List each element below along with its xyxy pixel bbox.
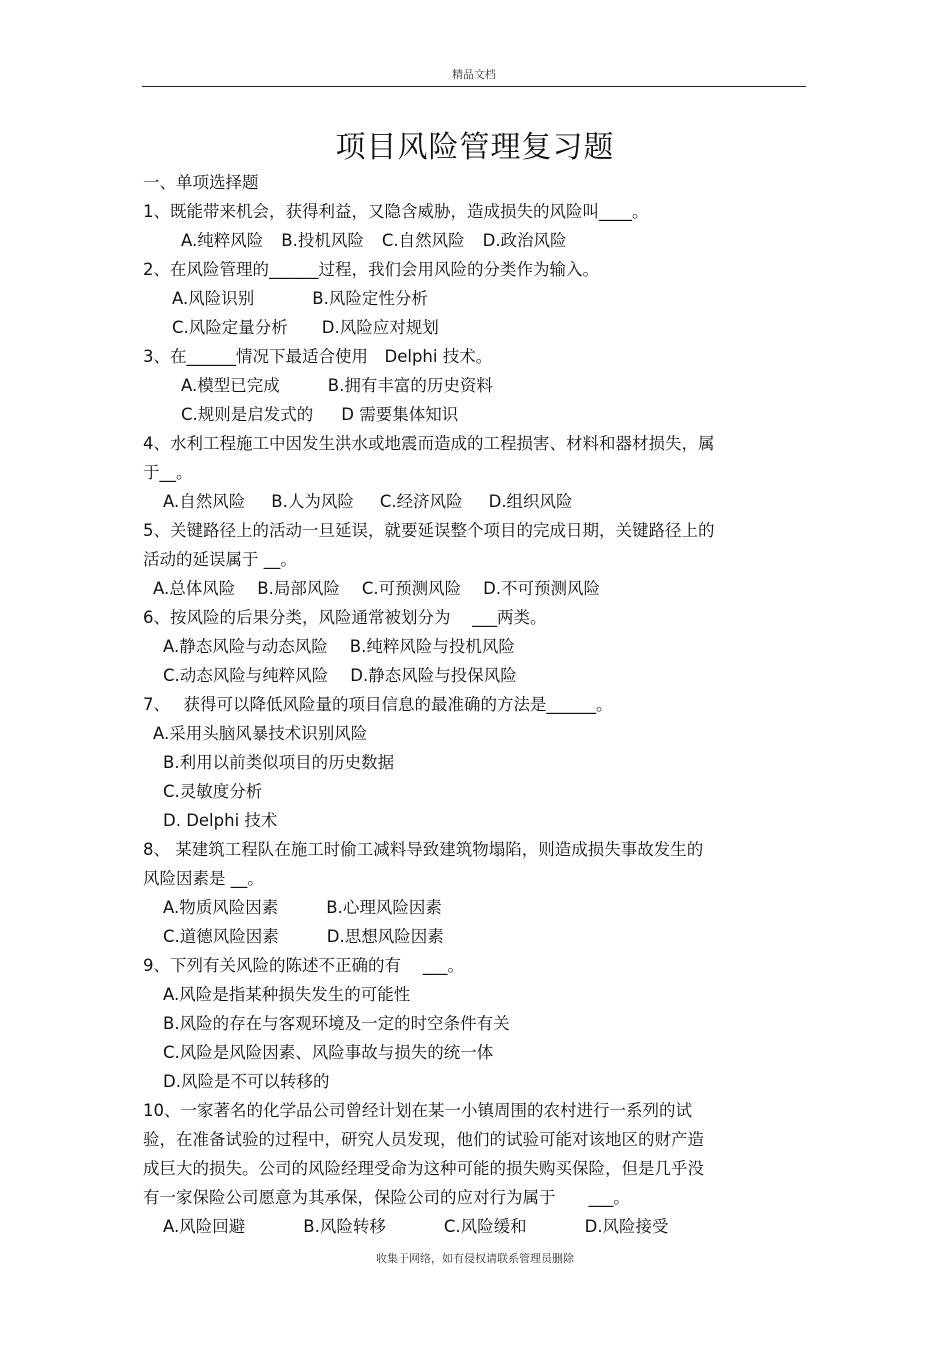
answer-option: C.道德风险因素: [163, 927, 279, 946]
option-row: [143, 1009, 773, 1038]
question-text: 10、一家著名的化学品公司曾经计划在某一小镇周围的农村进行一系列的试: [143, 1101, 692, 1120]
question-2: [143, 255, 773, 342]
answer-option: D.不可预测风险: [483, 579, 601, 598]
option-row: [143, 574, 773, 603]
question-text: 6、按风险的后果分类，风险通常被划分为 ___两类。: [143, 608, 547, 627]
answer-option: A.风险是指某种损失发生的可能性: [163, 985, 411, 1004]
answer-option: C.风险定量分析: [172, 318, 288, 337]
answer-option: B.风险定性分析: [312, 289, 428, 308]
question-text: 活动的延误属于 __。: [143, 550, 297, 569]
answer-option: C.灵敏度分析: [163, 782, 263, 801]
answer-option: C.风险是风险因素、风险事故与损失的统一体: [163, 1043, 494, 1062]
option-row: [143, 719, 773, 748]
question-4: [143, 429, 773, 516]
option-row: [143, 371, 773, 400]
question-text: 8、 某建筑工程队在施工时偷工减料导致建筑物塌陷，则造成损失事故发生的: [143, 840, 704, 859]
answer-option: A.静态风险与动态风险: [163, 637, 328, 656]
answer-option: A.自然风险: [163, 492, 246, 511]
option-row: [143, 1212, 773, 1241]
answer-option: B.投机风险: [281, 231, 364, 250]
answer-option: D.风险接受: [584, 1217, 669, 1236]
option-row: [143, 632, 773, 661]
question-text: 验，在准备试验的过程中，研究人员发现，他们的试验可能对该地区的财产造: [143, 1130, 704, 1149]
question-1: [143, 197, 773, 255]
question-text: 3、在______情况下最适合使用 Delphi 技术。: [143, 347, 493, 366]
answer-option: D. Delphi 技术: [163, 811, 278, 830]
answer-option: A.模型已完成: [181, 376, 280, 395]
option-row: [143, 1038, 773, 1067]
question-text: 于__。: [143, 463, 193, 482]
question-5: [143, 516, 773, 603]
section-heading: 一、单项选择题: [143, 173, 259, 192]
answer-option: B.拥有丰富的历史资料: [327, 376, 493, 395]
question-8: [143, 835, 773, 951]
question-text: 有一家保险公司愿意为其承保，保险公司的应对行为属于 ___。: [143, 1188, 630, 1207]
option-row: [143, 487, 773, 516]
question-text: 5、关键路径上的活动一旦延误，就要延误整个项目的完成日期，关键路径上的: [143, 521, 715, 540]
answer-option: B.利用以前类似项目的历史数据: [163, 753, 395, 772]
option-row: [143, 922, 773, 951]
question-list: [143, 168, 773, 1241]
answer-option: B.人为风险: [271, 492, 354, 511]
question-9: [143, 951, 773, 1096]
question-6: [143, 603, 773, 690]
option-row: [143, 226, 773, 255]
answer-option: B.纯粹风险与投机风险: [349, 637, 515, 656]
answer-option: B.风险的存在与客观环境及一定的时空条件有关: [163, 1014, 510, 1033]
option-row: [143, 980, 773, 1009]
question-text: 1、既能带来机会，获得利益，又隐含威胁，造成损失的风险叫____。: [143, 202, 649, 221]
question-text: 7、 获得可以降低风险量的项目信息的最准确的方法是______。: [143, 695, 613, 714]
answer-option: D.思想风险因素: [326, 927, 444, 946]
question-text: 4、水利工程施工中因发生洪水或地震而造成的工程损害、材料和器材损失，属: [143, 434, 715, 453]
answer-option: C.规则是启发式的: [181, 405, 314, 424]
page-header: 精品文档: [142, 66, 806, 87]
answer-option: C.可预测风险: [361, 579, 462, 598]
page-footer: 收集于网络，如有侵权请联系管理员删除: [376, 1252, 574, 1265]
option-row: [143, 313, 773, 342]
answer-option: D.静态风险与投保风险: [350, 666, 517, 685]
answer-option: B.心理风险因素: [326, 898, 442, 917]
answer-option: D.风险是不可以转移的: [163, 1072, 330, 1091]
question-text: 成巨大的损失。公司的风险经理受命为这种可能的损失购买保险，但是几乎没: [143, 1159, 704, 1178]
option-row: [143, 806, 773, 835]
question-text: 风险因素是 __。: [143, 869, 264, 888]
answer-option: D.政治风险: [482, 231, 567, 250]
option-row: [143, 1067, 773, 1096]
option-row: [143, 748, 773, 777]
answer-option: C.动态风险与纯粹风险: [163, 666, 329, 685]
answer-option: C.经济风险: [379, 492, 463, 511]
option-row: [143, 661, 773, 690]
answer-option: A.物质风险因素: [163, 898, 279, 917]
document-title: 项目风险管理复习题: [335, 130, 615, 165]
question-3: [143, 342, 773, 429]
option-row: [143, 893, 773, 922]
answer-option: A.采用头脑风暴技术识别风险: [153, 724, 368, 743]
answer-option: A.总体风险: [153, 579, 236, 598]
answer-option: D 需要集体知识: [341, 405, 459, 424]
question-text: 9、下列有关风险的陈述不正确的有 ___。: [143, 956, 464, 975]
option-row: [143, 284, 773, 313]
answer-option: D.组织风险: [488, 492, 573, 511]
answer-option: B.风险转移: [303, 1217, 386, 1236]
answer-option: C.自然风险: [381, 231, 465, 250]
answer-option: B.局部风险: [257, 579, 340, 598]
answer-option: A.纯粹风险: [181, 231, 264, 250]
question-text: 2、在风险管理的______过程，我们会用风险的分类作为输入。: [143, 260, 599, 279]
answer-option: D.风险应对规划: [321, 318, 439, 337]
option-row: [143, 400, 773, 429]
question-7: [143, 690, 773, 835]
answer-option: A.风险识别: [172, 289, 255, 308]
answer-option: A.风险回避: [163, 1217, 246, 1236]
question-10: [143, 1096, 773, 1241]
answer-option: C.风险缓和: [443, 1217, 527, 1236]
option-row: [143, 777, 773, 806]
